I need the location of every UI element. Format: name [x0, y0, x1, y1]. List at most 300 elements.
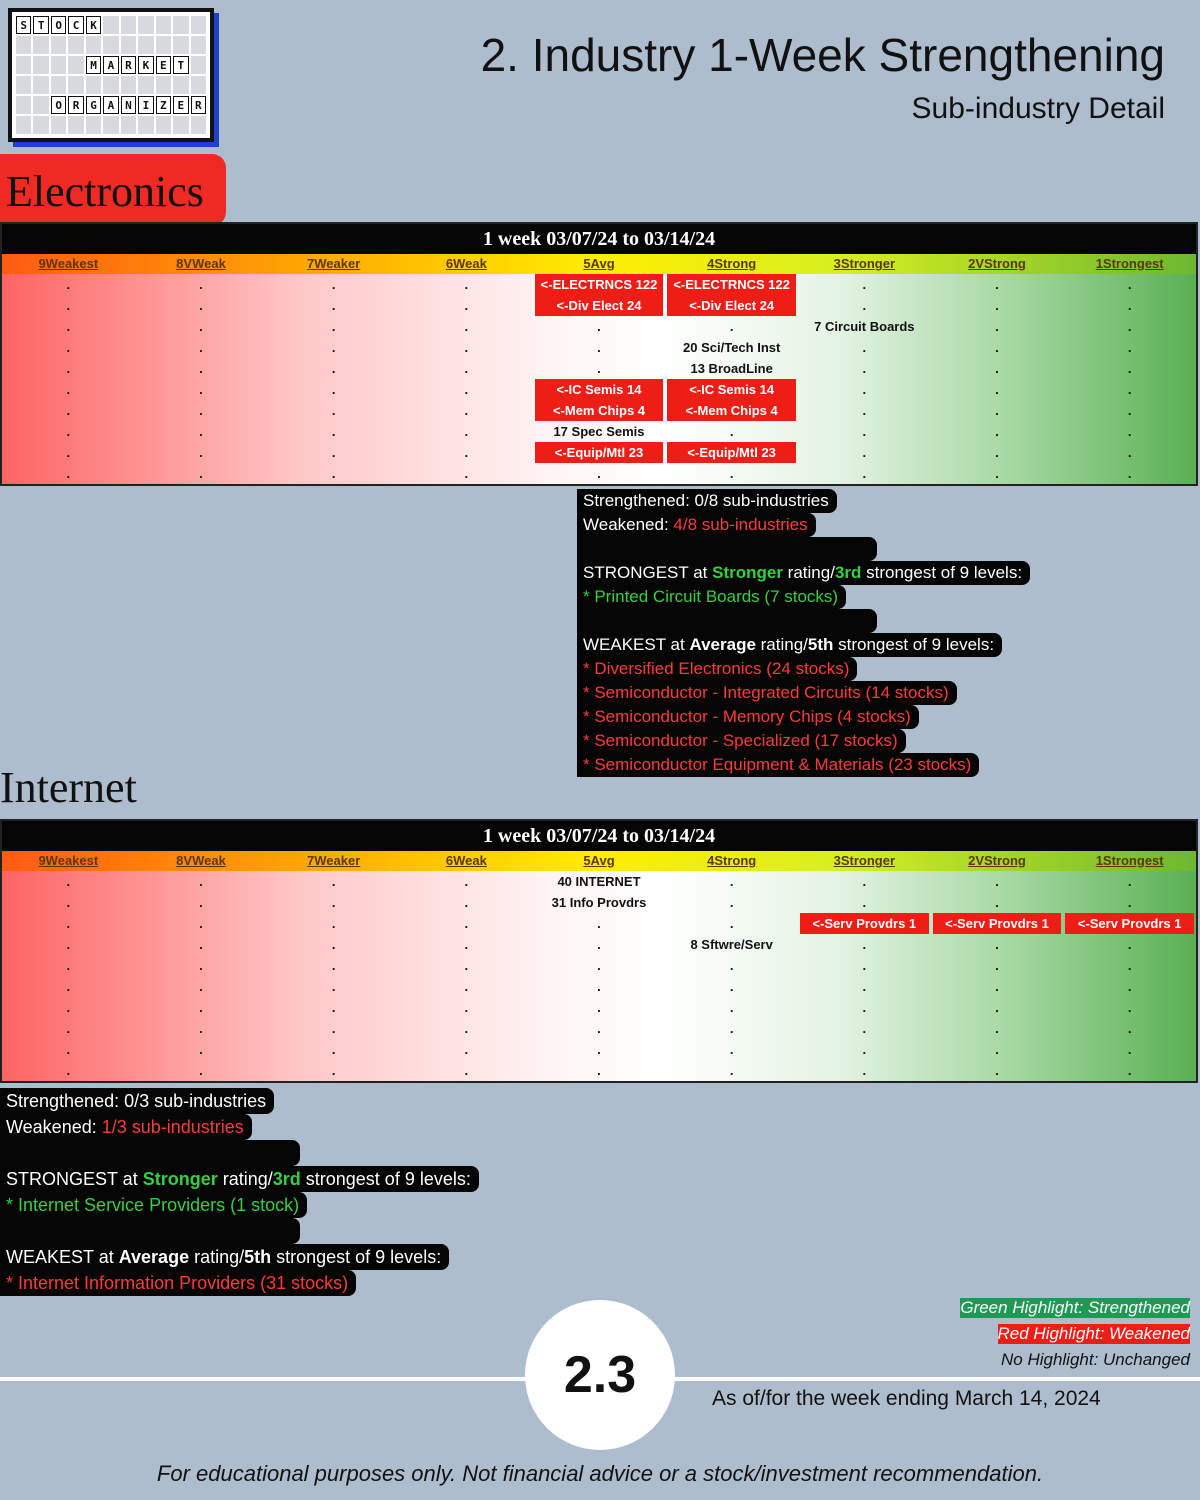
logo-letter: S	[16, 16, 31, 34]
table-cell: .	[1127, 382, 1132, 397]
weakened-line	[0, 1114, 252, 1140]
table-cell: 20 Sci/Tech Inst	[683, 340, 781, 355]
table-cell: .	[995, 466, 999, 481]
table-cell: .	[66, 958, 71, 973]
logo-letter	[103, 76, 118, 94]
table-cell: .	[597, 340, 601, 355]
table-cell: 40 INTERNET	[557, 874, 641, 889]
strongest-line	[0, 1166, 479, 1192]
table-cell: .	[464, 1000, 469, 1015]
table-cell: .	[331, 937, 336, 952]
table-cell: .	[862, 361, 867, 376]
summary-text: Stronger	[142, 1169, 218, 1189]
table-cell: .	[862, 979, 867, 994]
summary-text: * Diversified Electronics (24 stocks)	[583, 659, 850, 678]
logo-letter	[68, 76, 83, 94]
table-cell: .	[199, 361, 203, 376]
table-cell: .	[331, 403, 336, 418]
level-header	[2, 851, 1196, 871]
summary-text: rating/	[755, 635, 808, 654]
table-cell: .	[995, 382, 999, 397]
summary-spacer	[577, 537, 877, 561]
table-cell: .	[597, 319, 601, 334]
logo-letter: O	[51, 16, 66, 34]
table-cell: 17 Spec Semis	[553, 424, 645, 439]
table-cell: .	[995, 424, 999, 439]
table-cell: .	[331, 298, 336, 313]
table-cell: .	[995, 298, 999, 313]
summary-text: * Semiconductor - Specialized (17 stocks)	[583, 731, 898, 750]
table-cell: .	[464, 937, 469, 952]
logo-letter	[191, 116, 206, 134]
logo-grid	[16, 16, 206, 134]
summary-text: STRONGEST at	[6, 1169, 143, 1189]
table-cell: .	[862, 958, 867, 973]
summary-text: Stronger	[712, 563, 783, 582]
table-cell: .	[199, 466, 203, 481]
logo-letter	[16, 36, 31, 54]
table-cell: .	[729, 1042, 734, 1057]
table-cell: .	[199, 916, 203, 931]
table-cell: .	[66, 424, 71, 439]
section-label-internet: Internet	[0, 763, 137, 812]
level-label: 8VWeak	[176, 256, 226, 271]
table-cell: .	[66, 1063, 71, 1078]
table-cell: .	[199, 277, 203, 292]
summary-text: Weakened:	[6, 1117, 102, 1137]
table-cell: .	[464, 895, 469, 910]
summary-text: 5th	[807, 635, 834, 654]
table-cell: <-Equip/Mtl 23	[667, 442, 796, 463]
table-cell: .	[729, 958, 734, 973]
summary-text: 0/3 sub-industries	[124, 1091, 267, 1111]
logo-letter	[121, 36, 136, 54]
summary-text: * Semiconductor - Integrated Circuits (14 stocks)	[583, 683, 949, 702]
summary-spacer	[0, 1140, 300, 1166]
table-cell: .	[66, 895, 71, 910]
level-label: 2VStrong	[968, 853, 1026, 868]
logo-letter: T	[33, 16, 48, 34]
logo-letter: K	[138, 56, 153, 74]
table-cell: .	[199, 1063, 203, 1078]
summary-text: WEAKEST at	[583, 635, 690, 654]
table-cell: .	[199, 1000, 203, 1015]
summary-text: * Printed Circuit Boards (7 stocks)	[583, 587, 839, 606]
logo-letter: T	[173, 56, 188, 74]
logo-letter	[16, 96, 31, 114]
table-cell: .	[66, 403, 71, 418]
summary-text: strongest of 9 levels:	[861, 563, 1023, 582]
table-cell: .	[331, 916, 336, 931]
logo-letter	[121, 116, 136, 134]
table-cell: .	[729, 916, 734, 931]
logo-letter	[68, 56, 83, 74]
table-cell: .	[464, 361, 469, 376]
summary-text: rating/	[189, 1247, 245, 1267]
logo	[8, 8, 214, 142]
table-cell: .	[199, 979, 203, 994]
logo-letter	[103, 16, 118, 34]
table-cell: .	[331, 874, 336, 889]
level-label: 6Weak	[445, 256, 487, 271]
logo-letter	[156, 116, 171, 134]
table-cell: .	[597, 1000, 601, 1015]
table-cell: .	[331, 1063, 336, 1078]
electronics-summary	[577, 489, 1030, 777]
table-cell: <-Mem Chips 4	[667, 400, 796, 421]
table-cell: .	[729, 424, 734, 439]
table-cell: <-Serv Provdrs 1	[1065, 913, 1194, 934]
logo-letter	[173, 16, 188, 34]
logo-letter	[33, 76, 48, 94]
logo-letter	[33, 96, 48, 114]
strongest-item	[0, 1192, 307, 1218]
table-cell: 8 Sftwre/Serv	[690, 937, 773, 952]
logo-letter	[191, 16, 206, 34]
level-label: 7Weaker	[307, 256, 361, 271]
table-cell: .	[995, 403, 999, 418]
table-cell: .	[729, 466, 734, 481]
table-cell: <-IC Semis 14	[535, 379, 664, 400]
logo-letter: M	[86, 56, 101, 74]
table-cell: .	[597, 937, 601, 952]
table-cell: 13 BroadLine	[690, 361, 773, 376]
logo-letter: E	[173, 96, 188, 114]
table-cell: .	[995, 1000, 999, 1015]
page-subtitle: Sub-industry Detail	[911, 92, 1165, 125]
table-cell: .	[464, 424, 469, 439]
table-cell: .	[597, 958, 601, 973]
table-cell: .	[331, 466, 336, 481]
table-cell: .	[1127, 277, 1132, 292]
table-cell: .	[199, 403, 203, 418]
logo-letter: A	[103, 56, 118, 74]
table-cell: .	[331, 340, 336, 355]
weakest-item	[577, 753, 979, 777]
level-label: 9Weakest	[38, 256, 99, 271]
weakest-item	[577, 729, 906, 753]
logo-letter: K	[86, 16, 101, 34]
table-cell: .	[729, 319, 734, 334]
table-cell: .	[464, 1063, 469, 1078]
logo-letter	[173, 116, 188, 134]
table-cell: .	[729, 1063, 734, 1078]
strongest-item	[577, 585, 846, 609]
logo-letter	[103, 36, 118, 54]
table-cell: .	[199, 319, 203, 334]
logo-letter	[173, 36, 188, 54]
table-cell: .	[199, 382, 203, 397]
table-cell: .	[995, 340, 999, 355]
summary-text: strongest of 9 levels:	[300, 1169, 471, 1189]
table-cell: .	[464, 1021, 469, 1036]
table-cell: .	[862, 1000, 867, 1015]
summary-spacer	[0, 1218, 300, 1244]
table-cell: .	[66, 979, 71, 994]
table-cell: .	[331, 1000, 336, 1015]
table-cell: .	[862, 937, 867, 952]
logo-letter: C	[68, 16, 83, 34]
logo-letter	[68, 36, 83, 54]
table-cell: .	[862, 895, 867, 910]
table-cell: <-Div Elect 24	[667, 295, 796, 316]
table-cell: .	[199, 895, 203, 910]
table-cell: .	[862, 466, 867, 481]
level-header	[2, 254, 1196, 274]
logo-letter	[16, 56, 31, 74]
logo-letter	[33, 36, 48, 54]
table-cell: .	[1127, 466, 1132, 481]
table-cell: .	[597, 1021, 601, 1036]
logo-letter	[138, 16, 153, 34]
table-cell: .	[464, 277, 469, 292]
table-cell: <-Serv Provdrs 1	[933, 913, 1062, 934]
table-cell: .	[464, 382, 469, 397]
table-cell: .	[66, 445, 71, 460]
summary-text: strongest of 9 levels:	[833, 635, 995, 654]
logo-letter	[138, 116, 153, 134]
table-cell: .	[862, 277, 867, 292]
table-cell: .	[331, 319, 336, 334]
table-cell: <-Equip/Mtl 23	[535, 442, 664, 463]
table-cell: .	[729, 895, 734, 910]
table-cell: .	[464, 979, 469, 994]
level-label: 9Weakest	[38, 853, 99, 868]
table-cell: .	[331, 979, 336, 994]
internet-summary	[0, 1088, 479, 1296]
page-number-badge: 2.3	[525, 1300, 675, 1450]
table-cell: .	[199, 958, 203, 973]
table-cell: .	[199, 340, 203, 355]
table-cell: .	[995, 895, 999, 910]
table-cell: .	[995, 277, 999, 292]
table-cell: .	[464, 403, 469, 418]
table-cell: .	[199, 1021, 203, 1036]
weakest-line	[577, 633, 1002, 657]
logo-letter	[156, 16, 171, 34]
table-cell: .	[729, 979, 734, 994]
table-cell: .	[1127, 319, 1132, 334]
table-cell: .	[597, 361, 601, 376]
weakest-item	[577, 657, 857, 681]
summary-text: 1/3 sub-industries	[101, 1117, 244, 1137]
table-cell: .	[1127, 958, 1132, 973]
table-cell: .	[597, 916, 601, 931]
table-cell: .	[1127, 340, 1132, 355]
table-cell: .	[995, 1042, 999, 1057]
table-cell: .	[1127, 403, 1132, 418]
weakest-item	[577, 705, 919, 729]
logo-letter: I	[138, 96, 153, 114]
disclaimer: For educational purposes only. Not financial advice or a stock/investment recommendation.	[156, 1461, 1044, 1486]
logo-letter	[121, 76, 136, 94]
table-cell: .	[66, 277, 71, 292]
logo-letter: G	[86, 96, 101, 114]
table-cell: 7 Circuit Boards	[814, 319, 915, 334]
table-cell: .	[199, 424, 203, 439]
summary-text: 3rd	[834, 563, 862, 582]
table-cell: .	[199, 298, 203, 313]
logo-letter	[121, 16, 136, 34]
table-cell: .	[66, 466, 71, 481]
logo-letter	[191, 56, 206, 74]
logo-letter	[33, 116, 48, 134]
table-cell: .	[995, 979, 999, 994]
summary-text: * Internet Information Providers (31 stocks)	[6, 1273, 349, 1293]
table-cell: .	[995, 445, 999, 460]
strongest-line	[577, 561, 1030, 585]
table-cell: .	[597, 466, 601, 481]
table-cell: .	[464, 874, 469, 889]
table-cell: .	[331, 277, 336, 292]
internet-table	[0, 819, 1198, 1083]
table-cell: .	[331, 1021, 336, 1036]
table-cell: .	[66, 361, 71, 376]
table-cell: .	[1127, 874, 1132, 889]
logo-letter	[86, 36, 101, 54]
summary-text: WEAKEST at	[6, 1247, 119, 1267]
table-cell: .	[995, 319, 999, 334]
summary-text: 0/8 sub-industries	[694, 491, 829, 510]
table-cell: 31 Info Provdrs	[551, 895, 647, 910]
summary-text: Average	[689, 635, 756, 654]
level-label: 6Weak	[445, 853, 487, 868]
summary-text: * Semiconductor Equipment & Materials (23 stocks)	[583, 755, 972, 774]
summary-text: 3rd	[272, 1169, 301, 1189]
weakest-line	[0, 1244, 449, 1270]
logo-letter	[33, 56, 48, 74]
weakened-line	[577, 513, 816, 537]
strengthened-line	[0, 1088, 274, 1114]
level-label: 2VStrong	[968, 256, 1026, 271]
summary-text: * Semiconductor - Memory Chips (4 stocks)	[583, 707, 911, 726]
table-cell: .	[1127, 424, 1132, 439]
table-cell: .	[1127, 979, 1132, 994]
table-cell: .	[597, 979, 601, 994]
level-label: 7Weaker	[307, 853, 361, 868]
table-cell: .	[729, 1021, 734, 1036]
summary-text: rating/	[782, 563, 835, 582]
logo-letter	[86, 76, 101, 94]
legend-strengthened: Green Highlight: Strengthened	[960, 1298, 1190, 1317]
table-cell: .	[331, 895, 336, 910]
table-cell: .	[464, 916, 469, 931]
table-cell: .	[66, 1042, 71, 1057]
table-cell: <-Mem Chips 4	[535, 400, 664, 421]
table-cell: .	[66, 916, 71, 931]
table-cell: .	[1127, 1021, 1132, 1036]
table-cell: .	[66, 1021, 71, 1036]
logo-letter: E	[156, 56, 171, 74]
level-label: 3Stronger	[833, 256, 896, 271]
table-cell: .	[331, 1042, 336, 1057]
table-cell: .	[1127, 1000, 1132, 1015]
table-cell: .	[862, 445, 867, 460]
table-cell: .	[464, 340, 469, 355]
logo-letter	[156, 36, 171, 54]
logo-letter: R	[121, 56, 136, 74]
table-cell: .	[464, 958, 469, 973]
table-cell: .	[862, 403, 867, 418]
table-cell: .	[331, 958, 336, 973]
table-cell: .	[66, 874, 71, 889]
table-cell: .	[995, 937, 999, 952]
summary-text: rating/	[217, 1169, 273, 1189]
table-cell: .	[66, 340, 71, 355]
page-title: 2. Industry 1-Week Strengthening	[480, 29, 1165, 81]
logo-letter	[16, 116, 31, 134]
summary-spacer	[577, 609, 877, 633]
logo-letter: R	[191, 96, 206, 114]
table-cell: .	[995, 1021, 999, 1036]
logo-letter	[138, 76, 153, 94]
table-cell: .	[862, 1042, 867, 1057]
table-cell: .	[66, 382, 71, 397]
table-title: 1 week 03/07/24 to 03/14/24	[2, 224, 1196, 254]
table-cell: .	[199, 937, 203, 952]
table-cell: .	[1127, 445, 1132, 460]
table-cell: .	[862, 340, 867, 355]
level-label: 5Avg	[583, 853, 615, 868]
table-cell: .	[862, 424, 867, 439]
logo-letter	[173, 76, 188, 94]
section-label-electronics: Electronics	[0, 154, 226, 226]
table-cell: .	[199, 1042, 203, 1057]
table-cell: <-IC Semis 14	[667, 379, 796, 400]
level-label: 4Strong	[707, 256, 757, 271]
weakest-item	[577, 681, 957, 705]
table-cell: .	[729, 1000, 734, 1015]
table-cell: .	[862, 874, 867, 889]
logo-letter	[51, 116, 66, 134]
logo-letter	[103, 116, 118, 134]
logo-letter: R	[68, 96, 83, 114]
table-cell: .	[464, 298, 469, 313]
level-label: 8VWeak	[176, 853, 226, 868]
table-cell: <-Div Elect 24	[535, 295, 664, 316]
table-cell: .	[862, 1063, 867, 1078]
table-cell: .	[862, 1021, 867, 1036]
table-cell: .	[862, 298, 867, 313]
legend-weakened: Red Highlight: Weakened	[997, 1324, 1190, 1343]
level-label: 1Strongest	[1095, 853, 1164, 868]
table-cell: <-ELECTRNCS 122	[535, 274, 664, 295]
table-title: 1 week 03/07/24 to 03/14/24	[2, 821, 1196, 851]
table-cell: .	[66, 937, 71, 952]
logo-letter	[191, 36, 206, 54]
table-cell: .	[66, 1000, 71, 1015]
strengthened-line	[577, 489, 837, 513]
table-cell: .	[331, 424, 336, 439]
logo-letter: O	[51, 96, 66, 114]
table-cell: .	[1127, 1042, 1132, 1057]
logo-letter	[51, 76, 66, 94]
table-cell: .	[331, 361, 336, 376]
logo-letter	[51, 56, 66, 74]
table-cell: .	[862, 382, 867, 397]
logo-letter	[191, 76, 206, 94]
logo-letter	[86, 116, 101, 134]
logo-letter: N	[121, 96, 136, 114]
logo-letter	[138, 36, 153, 54]
logo-letter	[51, 36, 66, 54]
table-cell: .	[995, 874, 999, 889]
table-cell: .	[464, 1042, 469, 1057]
logo-letter	[68, 116, 83, 134]
table-cell: .	[1127, 1063, 1132, 1078]
summary-text: Average	[118, 1247, 190, 1267]
table-cell: .	[1127, 298, 1132, 313]
